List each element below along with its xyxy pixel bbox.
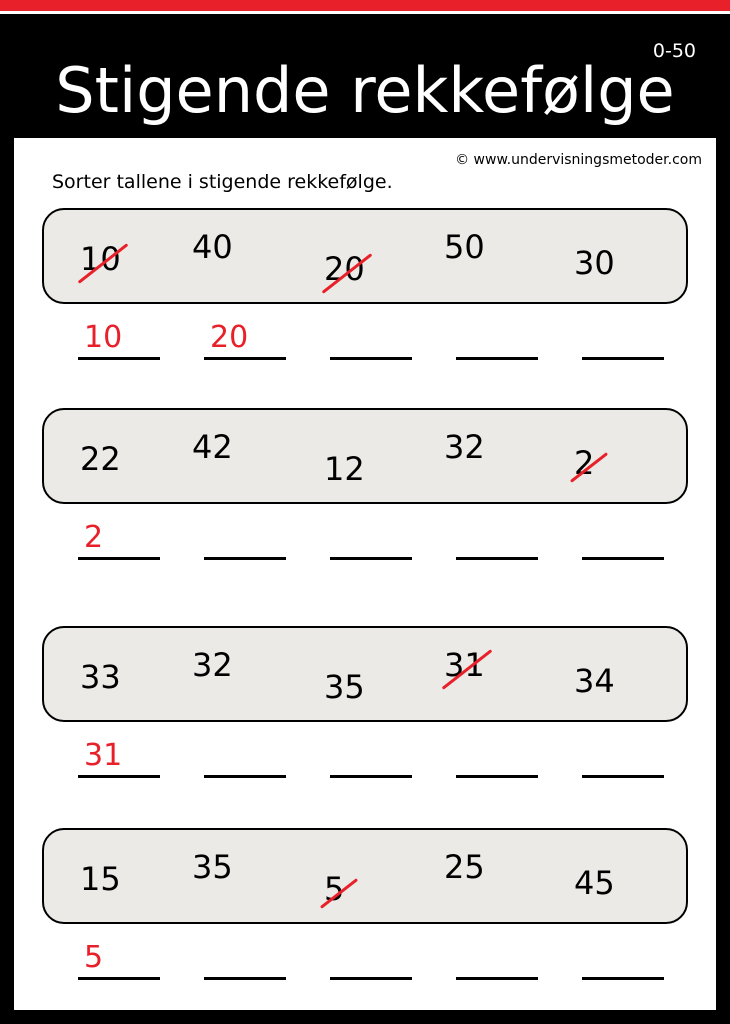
answer-slot[interactable] bbox=[582, 312, 664, 368]
answer-slot[interactable] bbox=[456, 932, 538, 988]
answer-slot[interactable] bbox=[204, 312, 286, 368]
answer-slot[interactable] bbox=[582, 932, 664, 988]
answer-line bbox=[78, 557, 160, 560]
answer-slot[interactable] bbox=[456, 312, 538, 368]
exercise-block bbox=[42, 626, 688, 792]
answer-value: 5 bbox=[84, 940, 104, 975]
answer-value: 2 bbox=[84, 520, 104, 555]
worksheet-sheet bbox=[14, 138, 716, 1010]
answer-line bbox=[456, 977, 538, 980]
number-token[interactable]: 42 bbox=[192, 428, 233, 466]
answer-line bbox=[330, 357, 412, 360]
answer-slot[interactable] bbox=[204, 730, 286, 786]
number-token[interactable]: 34 bbox=[574, 662, 615, 700]
answer-row bbox=[42, 730, 688, 792]
answer-line bbox=[582, 357, 664, 360]
answer-slot[interactable] bbox=[330, 932, 412, 988]
number-token[interactable]: 35 bbox=[192, 848, 233, 886]
answer-line bbox=[330, 557, 412, 560]
answer-line bbox=[78, 775, 160, 778]
numbers-box bbox=[42, 408, 688, 504]
answer-line bbox=[582, 557, 664, 560]
header-band bbox=[0, 14, 730, 138]
page-title: Stigende rekkefølge bbox=[55, 54, 675, 127]
number-token[interactable]: 25 bbox=[444, 848, 485, 886]
answer-slot[interactable] bbox=[582, 730, 664, 786]
answer-line bbox=[330, 775, 412, 778]
answer-slot[interactable] bbox=[78, 932, 160, 988]
answer-slot[interactable] bbox=[204, 932, 286, 988]
numbers-box bbox=[42, 208, 688, 304]
number-range-label: 0-50 bbox=[652, 40, 696, 62]
answer-line bbox=[78, 357, 160, 360]
answer-row bbox=[42, 932, 688, 994]
number-token[interactable]: 20 bbox=[324, 250, 365, 288]
answer-line bbox=[330, 977, 412, 980]
answer-line bbox=[204, 977, 286, 980]
answer-slot[interactable] bbox=[330, 312, 412, 368]
number-token[interactable]: 2 bbox=[574, 444, 595, 482]
answer-value: 10 bbox=[84, 320, 123, 355]
number-token[interactable]: 22 bbox=[80, 440, 121, 478]
number-token[interactable]: 30 bbox=[574, 244, 615, 282]
number-token[interactable]: 32 bbox=[444, 428, 485, 466]
number-token[interactable]: 40 bbox=[192, 228, 233, 266]
answer-slot[interactable] bbox=[456, 512, 538, 568]
number-token[interactable]: 5 bbox=[324, 870, 345, 908]
answer-line bbox=[204, 357, 286, 360]
answer-line bbox=[78, 977, 160, 980]
answer-slot[interactable] bbox=[204, 512, 286, 568]
instruction-text: Sorter tallene i stigende rekkefølge. bbox=[52, 171, 393, 193]
number-token[interactable]: 50 bbox=[444, 228, 485, 266]
number-token[interactable]: 32 bbox=[192, 646, 233, 684]
answer-slot[interactable] bbox=[582, 512, 664, 568]
number-token[interactable]: 45 bbox=[574, 864, 615, 902]
answer-line bbox=[582, 977, 664, 980]
numbers-box bbox=[42, 828, 688, 924]
number-token[interactable]: 15 bbox=[80, 860, 121, 898]
numbers-box bbox=[42, 626, 688, 722]
exercise-block bbox=[42, 828, 688, 994]
number-token[interactable]: 33 bbox=[80, 658, 121, 696]
answer-value: 31 bbox=[84, 738, 123, 773]
answer-line bbox=[456, 357, 538, 360]
number-token[interactable]: 10 bbox=[80, 240, 121, 278]
answer-line bbox=[456, 775, 538, 778]
number-token[interactable]: 35 bbox=[324, 668, 365, 706]
answer-slot[interactable] bbox=[456, 730, 538, 786]
exercise-block bbox=[42, 408, 688, 574]
copyright-notice: © www.undervisningsmetoder.com bbox=[455, 152, 702, 168]
answer-slot[interactable] bbox=[78, 730, 160, 786]
answer-row bbox=[42, 312, 688, 374]
answer-value: 20 bbox=[210, 320, 249, 355]
answer-slot[interactable] bbox=[78, 312, 160, 368]
answer-line bbox=[456, 557, 538, 560]
answer-slot[interactable] bbox=[78, 512, 160, 568]
answer-line bbox=[204, 775, 286, 778]
number-token[interactable]: 12 bbox=[324, 450, 365, 488]
answer-line bbox=[204, 557, 286, 560]
answer-line bbox=[582, 775, 664, 778]
top-red-bar bbox=[0, 0, 730, 14]
answer-slot[interactable] bbox=[330, 512, 412, 568]
answer-slot[interactable] bbox=[330, 730, 412, 786]
exercise-block bbox=[42, 208, 688, 374]
answer-row bbox=[42, 512, 688, 574]
number-token[interactable]: 31 bbox=[444, 646, 485, 684]
